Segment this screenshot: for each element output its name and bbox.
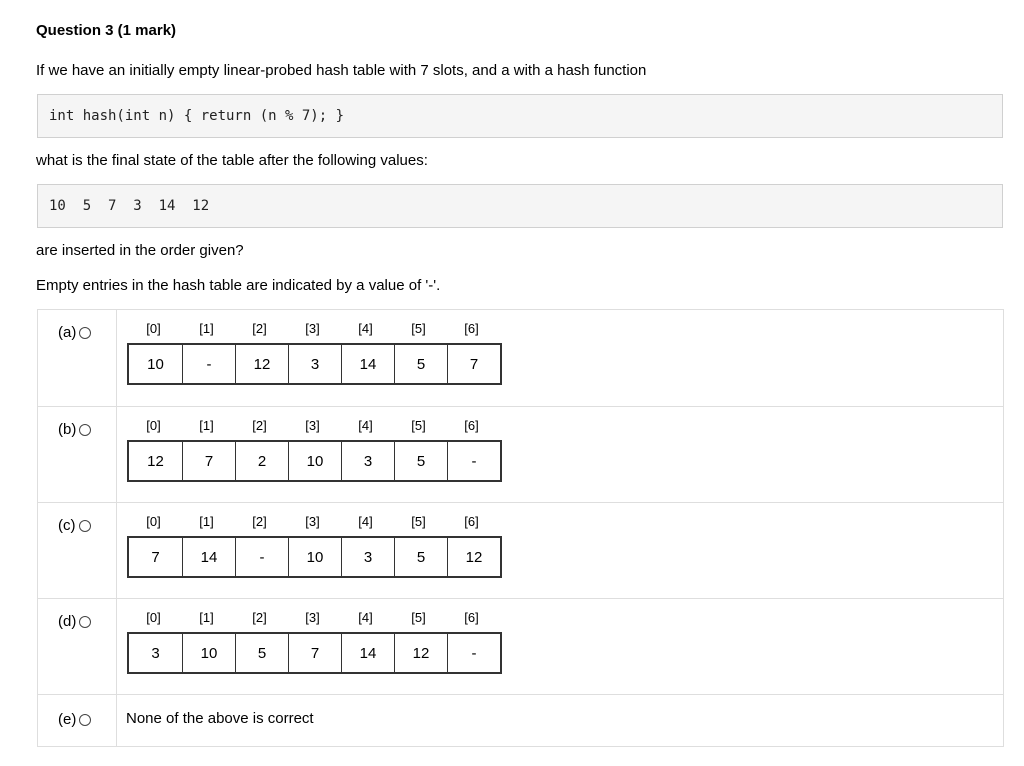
empty-note: Empty entries in the hash table are indicated by a value of '-'. bbox=[36, 277, 441, 294]
hash-table-cells bbox=[127, 632, 502, 674]
index-label: [1] bbox=[199, 610, 214, 625]
values-prompt: what is the final state of the table after the following values: bbox=[36, 152, 428, 169]
table-cell: 10 bbox=[288, 538, 341, 576]
hash-table-cells bbox=[127, 440, 502, 482]
index-row bbox=[127, 321, 498, 336]
index-label: [2] bbox=[252, 610, 267, 625]
index-row bbox=[127, 514, 498, 529]
option-c bbox=[38, 502, 1003, 598]
index-label: [2] bbox=[252, 514, 267, 529]
index-label: [3] bbox=[305, 321, 320, 336]
index-label: [1] bbox=[199, 321, 214, 336]
table-cell: 5 bbox=[235, 634, 288, 672]
option-d bbox=[38, 598, 1003, 694]
table-cell: 2 bbox=[235, 442, 288, 480]
index-label: [3] bbox=[305, 610, 320, 625]
hash-table-cells bbox=[127, 343, 502, 385]
values-code: 10 5 7 3 14 12 bbox=[37, 184, 1003, 228]
option-a bbox=[38, 310, 1003, 406]
option-e bbox=[38, 694, 1003, 746]
table-cell: 3 bbox=[288, 345, 341, 383]
index-label: [5] bbox=[411, 610, 426, 625]
table-cell: 5 bbox=[394, 442, 447, 480]
index-label: [4] bbox=[358, 321, 373, 336]
table-cell: 3 bbox=[341, 442, 394, 480]
option-b-label[interactable]: (b) bbox=[58, 421, 91, 438]
option-b bbox=[38, 406, 1003, 502]
table-cell: 7 bbox=[182, 442, 235, 480]
index-label: [5] bbox=[411, 418, 426, 433]
table-cell: 7 bbox=[151, 548, 160, 566]
index-label: [3] bbox=[305, 514, 320, 529]
index-label: [0] bbox=[146, 514, 161, 529]
table-cell: 10 bbox=[288, 442, 341, 480]
option-a-table bbox=[117, 310, 1003, 406]
option-d-label[interactable]: (d) bbox=[58, 613, 91, 630]
table-cell: 12 bbox=[394, 634, 447, 672]
index-label: [0] bbox=[146, 321, 161, 336]
option-b-table bbox=[117, 407, 1003, 502]
option-b-radio[interactable] bbox=[79, 424, 91, 436]
table-cell: - bbox=[447, 634, 500, 672]
index-label: [1] bbox=[199, 514, 214, 529]
option-e-radio[interactable] bbox=[79, 714, 91, 726]
index-label: [6] bbox=[464, 514, 479, 529]
table-cell: - bbox=[182, 345, 235, 383]
index-row bbox=[127, 418, 498, 433]
index-label: [2] bbox=[252, 418, 267, 433]
answer-options bbox=[37, 309, 1004, 747]
table-cell: 12 bbox=[447, 538, 500, 576]
option-c-label[interactable]: (c) bbox=[58, 517, 91, 534]
index-label: [4] bbox=[358, 418, 373, 433]
table-cell: 12 bbox=[147, 452, 164, 470]
index-label: [1] bbox=[199, 418, 214, 433]
option-c-table bbox=[117, 503, 1003, 598]
index-row bbox=[127, 610, 498, 625]
index-label: [0] bbox=[146, 418, 161, 433]
table-cell: 7 bbox=[447, 345, 500, 383]
option-e-label[interactable]: (e) bbox=[58, 711, 91, 728]
option-d-radio[interactable] bbox=[79, 616, 91, 628]
index-label: [5] bbox=[411, 514, 426, 529]
option-d-table bbox=[117, 599, 1003, 694]
table-cell: 14 bbox=[182, 538, 235, 576]
table-cell: 5 bbox=[394, 345, 447, 383]
table-cell: 5 bbox=[394, 538, 447, 576]
table-cell: - bbox=[235, 538, 288, 576]
table-cell: 3 bbox=[151, 644, 160, 662]
hash-function-code: int hash(int n) { return (n % 7); } bbox=[37, 94, 1003, 138]
table-cell: - bbox=[447, 442, 500, 480]
option-c-radio[interactable] bbox=[79, 520, 91, 532]
index-label: [6] bbox=[464, 418, 479, 433]
index-label: [4] bbox=[358, 514, 373, 529]
index-label: [0] bbox=[146, 610, 161, 625]
order-text: are inserted in the order given? bbox=[36, 242, 244, 259]
table-cell: 14 bbox=[341, 345, 394, 383]
index-label: [3] bbox=[305, 418, 320, 433]
index-label: [6] bbox=[464, 610, 479, 625]
hash-table-cells bbox=[127, 536, 502, 578]
table-cell: 10 bbox=[147, 355, 164, 373]
option-a-radio[interactable] bbox=[79, 327, 91, 339]
table-cell: 10 bbox=[182, 634, 235, 672]
index-label: [2] bbox=[252, 321, 267, 336]
option-a-label[interactable]: (a) bbox=[58, 324, 91, 341]
table-cell: 7 bbox=[288, 634, 341, 672]
table-cell: 14 bbox=[341, 634, 394, 672]
question-intro: If we have an initially empty linear-probed hash table with 7 slots, and a with a hash function bbox=[36, 62, 647, 79]
question-title: Question 3 (1 mark) bbox=[36, 22, 177, 39]
index-label: [4] bbox=[358, 610, 373, 625]
index-label: [6] bbox=[464, 321, 479, 336]
table-cell: 3 bbox=[341, 538, 394, 576]
table-cell: 12 bbox=[235, 345, 288, 383]
option-e-text: None of the above is correct bbox=[126, 710, 314, 727]
index-label: [5] bbox=[411, 321, 426, 336]
